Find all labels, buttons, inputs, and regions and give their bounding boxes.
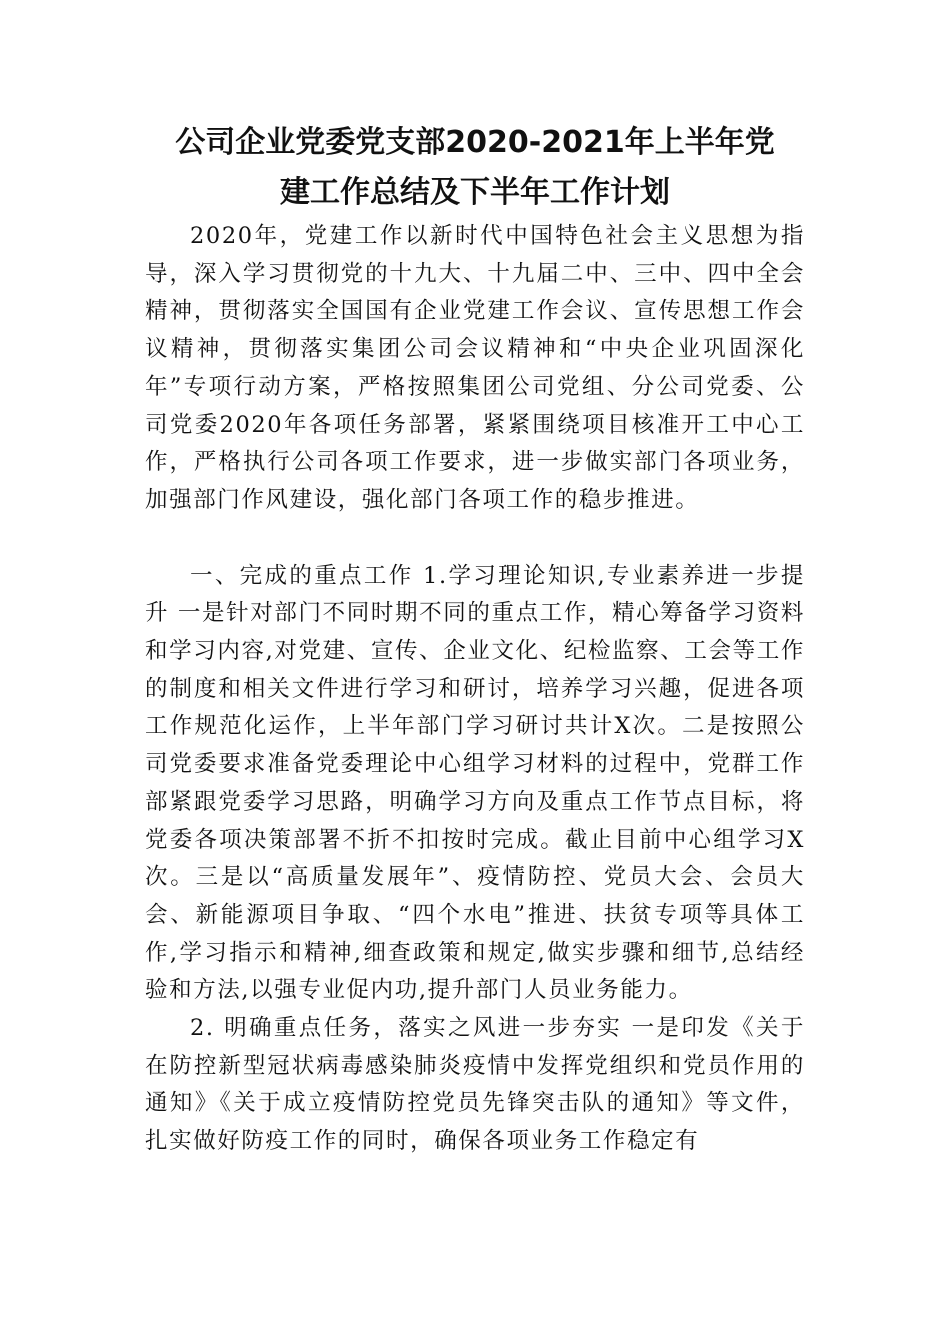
document-page <box>145 118 805 1161</box>
paragraph-section-2: 2. 明确重点任务，落实之风进一步夯实 一是印发《关于在防控新型冠状病毒感染肺炎疫情中发挥党组织和党员作用的通知》《关于成立疫情防控党员先锋突击队的通知》等文件，扎实做好防疫工作的同时，确保各项业务工作稳定有 <box>145 1015 805 1155</box>
paragraph-section-1: 一、完成的重点工作 1.学习理论知识,专业素养进一步提升 一是针对部门不同时期不同的重点工作，精心筹备学习资料和学习内容,对党建、宣传、企业文化、纪检监察、工会等工作的制度和相关文件进行学习和研讨，培养学习兴趣，促进各项工作规范化运作，上半年部门学习研讨共计X次。二是按照公司党委要求准备党委理论中心组学习材料的过程中，党群工作部紧跟党委学习思路，明确学习方向及重点工作节点目标，将党委各项决策部署不折不扣按时完成。截止目前中心组学习X次。三是以“高质量发展年”、疫情防控、党员大会、会员大会、新能源项目争取、“四个水电”推进、扶贫专项等具体工作,学习指示和精神,细查政策和规定,做实步骤和细节,总结经验和方法,以强专业促内功,提升部门人员业务能力。 <box>145 562 805 1004</box>
title-line-2: 建工作总结及下半年工作计划 <box>280 175 670 210</box>
title-line-1: 公司企业党委党支部2020-2021年上半年党 <box>175 125 775 160</box>
paragraph-intro: 2020年，党建工作以新时代中国特色社会主义思想为指导，深入学习贯彻党的十九大、十九届二中、三中、四中全会精神，贯彻落实全国国有企业党建工作会议、宣传思想工作会议精神，贯彻落实集团公司会议精神和“中央企业巩固深化年”专项行动方案，严格按照集团公司党组、分公司党委、公司党委2020年各项任务部署，紧紧围绕项目核准开工中心工作，严格执行公司各项工作要求，进一步做实部门各项业务，加强部门作风建设，强化部门各项工作的稳步推进。 <box>145 223 805 513</box>
document-title <box>145 118 805 218</box>
